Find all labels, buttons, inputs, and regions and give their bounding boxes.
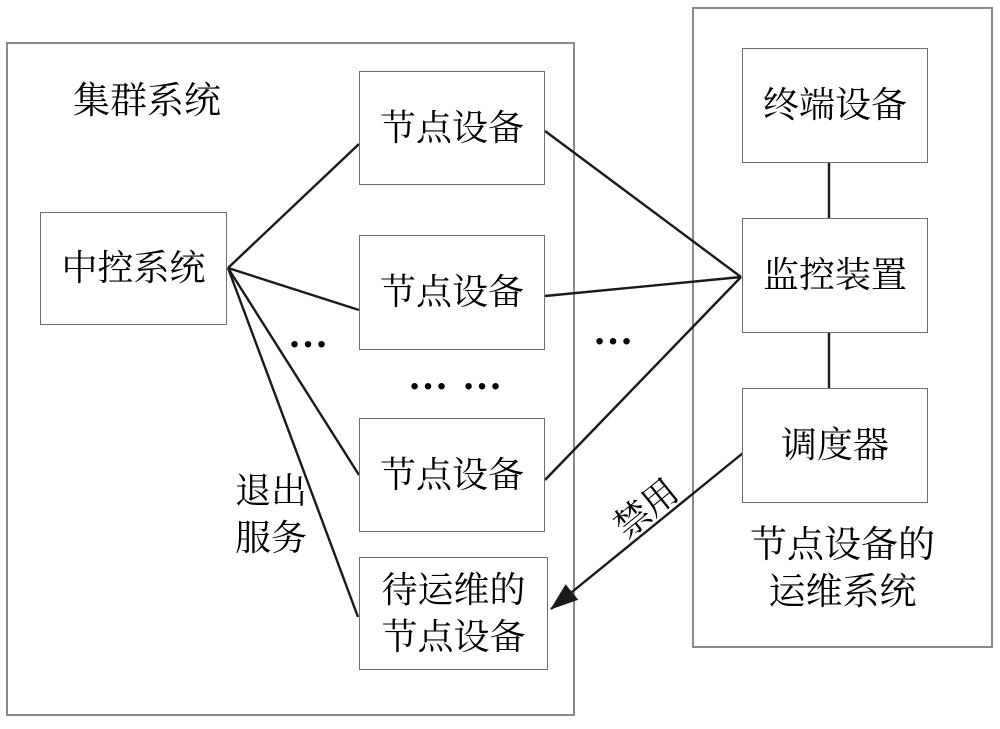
pending-node-label-line1: 待运维的 bbox=[381, 569, 526, 610]
exit-service-label bbox=[228, 468, 314, 562]
monitoring-device-label: 监控装置 bbox=[762, 255, 907, 295]
ellipsis-middle: … … bbox=[408, 353, 504, 398]
node-device-box-3 bbox=[359, 418, 545, 532]
node-device-box-1 bbox=[359, 71, 545, 185]
central-control-label: 中控系统 bbox=[61, 248, 206, 288]
node-device-box-2 bbox=[359, 235, 545, 350]
scheduler-box bbox=[742, 388, 928, 503]
pending-node-device-box bbox=[359, 557, 548, 670]
terminal-device-label: 终端设备 bbox=[762, 85, 907, 125]
node-device-label-2: 节点设备 bbox=[379, 272, 524, 312]
edge-node2-to-monitor bbox=[545, 277, 741, 296]
maintenance-system-label-line1: 节点设备的 bbox=[750, 525, 935, 566]
scheduler-label: 调度器 bbox=[780, 425, 889, 465]
ellipsis-left: … bbox=[288, 311, 330, 356]
exit-service-label-line2: 服务 bbox=[234, 518, 307, 558]
edge-node1-to-monitor bbox=[545, 131, 741, 277]
edge-central-to-node2 bbox=[228, 268, 359, 310]
monitoring-device-box bbox=[742, 218, 928, 333]
pending-node-label-line2: 节点设备 bbox=[381, 616, 526, 657]
ellipsis-right: … bbox=[593, 308, 635, 353]
cluster-system-label: 集群系统 bbox=[73, 81, 221, 122]
maintenance-system-label-line2: 运维系统 bbox=[768, 572, 917, 613]
exit-service-label-line1: 退出 bbox=[234, 471, 307, 511]
terminal-device-box bbox=[742, 48, 928, 163]
node-device-label-3: 节点设备 bbox=[379, 454, 524, 495]
edge-node3-to-monitor bbox=[545, 277, 741, 480]
maintenance-system-label bbox=[692, 522, 993, 616]
node-device-label-1: 节点设备 bbox=[379, 107, 524, 148]
disable-label: 禁用 bbox=[607, 471, 687, 547]
central-control-box bbox=[40, 212, 227, 325]
edge-central-to-node1 bbox=[228, 144, 359, 268]
